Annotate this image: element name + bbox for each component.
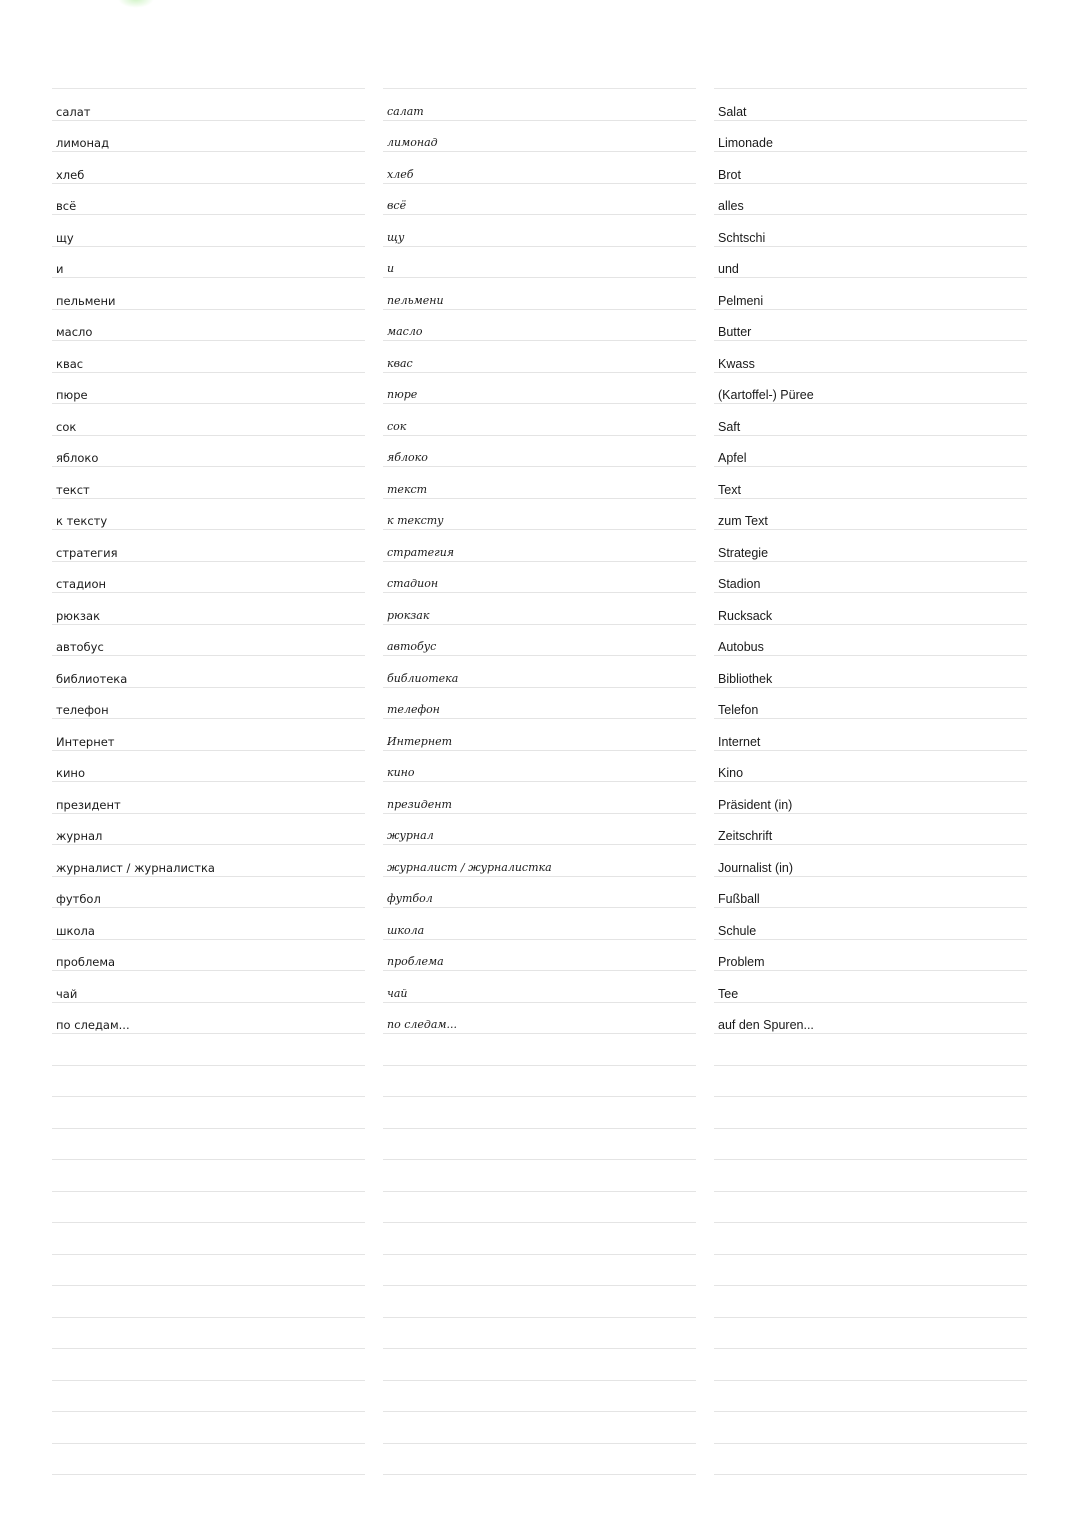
- russian-word: проблема: [56, 955, 116, 969]
- russian-word: квас: [56, 356, 84, 371]
- cursive-word: масло: [387, 325, 423, 338]
- russian-word: журналист / журналистка: [56, 860, 215, 875]
- russian-word: рюкзак: [56, 608, 101, 623]
- ruled-line: [52, 215, 365, 247]
- ruled-line: [714, 1034, 1027, 1066]
- ruled-line: [52, 341, 365, 373]
- ruled-line: [52, 152, 365, 184]
- german-word: Präsident (in): [718, 797, 793, 812]
- german-word: Kwass: [718, 356, 755, 371]
- cursive-word: к тексту: [387, 514, 444, 527]
- russian-word: футбол: [56, 892, 101, 906]
- ruled-line: [52, 247, 365, 279]
- ruled-line: [52, 782, 365, 814]
- ruled-line: [714, 436, 1027, 468]
- ruled-line: [714, 530, 1027, 562]
- cursive-word: стратегия: [387, 545, 455, 559]
- ruled-line: [383, 184, 696, 216]
- ruled-line: [52, 562, 365, 594]
- ruled-line: [714, 1129, 1027, 1161]
- russian-word: автобус: [56, 640, 104, 654]
- german-word: Pelmeni: [718, 293, 764, 308]
- ruled-line: [383, 373, 696, 405]
- cursive-word: проблема: [387, 955, 444, 968]
- russian-cursive-column: [383, 88, 696, 1475]
- ruled-line: [52, 467, 365, 499]
- ruled-line: [383, 1003, 696, 1035]
- cursive-word: автобус: [387, 640, 437, 653]
- ruled-line: [383, 593, 696, 625]
- ruled-line: [383, 278, 696, 310]
- german-word: Stadion: [718, 577, 761, 591]
- german-word: Brot: [718, 167, 741, 182]
- ruled-line: [714, 751, 1027, 783]
- russian-word: сок: [56, 419, 77, 434]
- german-word: auf den Spuren...: [718, 1018, 814, 1032]
- ruled-line: [383, 530, 696, 562]
- ruled-line: [383, 625, 696, 657]
- ruled-line: [383, 1318, 696, 1350]
- corner-mark: [118, 0, 154, 8]
- ruled-line: [383, 1160, 696, 1192]
- ruled-line: [714, 1255, 1027, 1287]
- russian-word: хлеб: [56, 167, 85, 182]
- ruled-line: [714, 719, 1027, 751]
- ruled-line: [714, 1003, 1027, 1035]
- german-word: Text: [718, 482, 741, 497]
- ruled-line: [52, 1160, 365, 1192]
- russian-word: и: [56, 262, 64, 276]
- ruled-line: [383, 845, 696, 877]
- russian-word: библиотека: [56, 671, 128, 686]
- cursive-word: пельмени: [387, 293, 444, 307]
- russian-word: яблоко: [56, 451, 99, 465]
- cursive-word: футбол: [387, 892, 433, 905]
- ruled-line: [714, 278, 1027, 310]
- cursive-word: сок: [387, 419, 407, 433]
- ruled-line: [52, 1129, 365, 1161]
- russian-word: телефон: [56, 703, 109, 717]
- ruled-line: [52, 940, 365, 972]
- cursive-word: по следам...: [387, 1018, 458, 1031]
- cursive-word: чай: [387, 986, 408, 1000]
- russian-word: масло: [56, 325, 93, 339]
- ruled-line: [52, 688, 365, 720]
- ruled-line: [714, 1286, 1027, 1318]
- ruled-line: [383, 1349, 696, 1381]
- ruled-line: [52, 404, 365, 436]
- ruled-line: [383, 1034, 696, 1066]
- russian-word: текст: [56, 482, 90, 497]
- russian-word: пюре: [56, 388, 88, 402]
- german-word: Bibliothek: [718, 671, 773, 686]
- ruled-line: [714, 1318, 1027, 1350]
- ruled-line: [383, 341, 696, 373]
- german-word: Rucksack: [718, 608, 773, 623]
- ruled-line: [714, 1160, 1027, 1192]
- russian-word: чай: [56, 986, 78, 1001]
- ruled-line: [383, 121, 696, 153]
- ruled-line: [714, 593, 1027, 625]
- cursive-word: квас: [387, 356, 413, 370]
- cursive-word: школа: [387, 923, 425, 937]
- ruled-line: [52, 1066, 365, 1098]
- german-word: Autobus: [718, 640, 764, 654]
- german-word: Schule: [718, 923, 757, 938]
- ruled-line: [714, 373, 1027, 405]
- cursive-word: салат: [387, 104, 424, 118]
- ruled-line: [383, 562, 696, 594]
- ruled-line: [52, 1255, 365, 1287]
- german-word: Strategie: [718, 545, 769, 560]
- german-word: Internet: [718, 734, 761, 749]
- ruled-line: [52, 845, 365, 877]
- ruled-line: [714, 1349, 1027, 1381]
- ruled-line: [383, 877, 696, 909]
- ruled-line: [52, 1003, 365, 1035]
- cursive-word: текст: [387, 482, 428, 496]
- german-word: Apfel: [718, 451, 747, 465]
- ruled-line: [714, 341, 1027, 373]
- ruled-line: [52, 530, 365, 562]
- ruled-line: [383, 152, 696, 184]
- russian-word: по следам...: [56, 1018, 130, 1032]
- ruled-line: [383, 719, 696, 751]
- ruled-line: [52, 436, 365, 468]
- ruled-line: [714, 1381, 1027, 1413]
- ruled-line: [52, 499, 365, 531]
- russian-word: всё: [56, 199, 77, 213]
- cursive-word: рюкзак: [387, 608, 430, 622]
- ruled-line: [383, 499, 696, 531]
- ruled-line: [383, 89, 696, 121]
- russian-word: журнал: [56, 829, 103, 843]
- ruled-line: [383, 1255, 696, 1287]
- german-word: Saft: [718, 419, 741, 434]
- ruled-line: [383, 1097, 696, 1129]
- ruled-line: [383, 215, 696, 247]
- ruled-line: [714, 1444, 1027, 1476]
- russian-word: президент: [56, 797, 121, 812]
- ruled-line: [52, 310, 365, 342]
- german-word: Salat: [718, 104, 747, 119]
- german-word: Schtschi: [718, 230, 766, 245]
- ruled-line: [52, 971, 365, 1003]
- ruled-line: [52, 1318, 365, 1350]
- ruled-line: [52, 1097, 365, 1129]
- cursive-word: президент: [387, 797, 452, 811]
- ruled-line: [52, 814, 365, 846]
- russian-word: школа: [56, 923, 95, 938]
- cursive-word: стадион: [387, 577, 439, 590]
- ruled-line: [52, 184, 365, 216]
- ruled-line: [52, 1381, 365, 1413]
- ruled-line: [52, 1349, 365, 1381]
- russian-word: стратегия: [56, 545, 118, 560]
- ruled-line: [383, 436, 696, 468]
- cursive-word: журналист / журналистка: [387, 860, 552, 874]
- russian-word: щу: [56, 230, 74, 245]
- cursive-word: пюре: [387, 388, 418, 401]
- ruled-line: [52, 121, 365, 153]
- cursive-word: кино: [387, 766, 415, 779]
- ruled-line: [52, 1412, 365, 1444]
- ruled-line: [383, 1129, 696, 1161]
- ruled-line: [52, 1286, 365, 1318]
- ruled-line: [52, 1223, 365, 1255]
- ruled-line: [714, 1097, 1027, 1129]
- ruled-line: [714, 814, 1027, 846]
- ruled-line: [383, 1192, 696, 1224]
- ruled-line: [52, 1192, 365, 1224]
- ruled-line: [714, 1192, 1027, 1224]
- ruled-line: [52, 278, 365, 310]
- ruled-line: [714, 310, 1027, 342]
- ruled-line: [52, 877, 365, 909]
- ruled-line: [52, 656, 365, 688]
- german-word: und: [718, 262, 739, 276]
- ruled-line: [714, 152, 1027, 184]
- ruled-line: [383, 1066, 696, 1098]
- ruled-line: [714, 215, 1027, 247]
- ruled-line: [714, 121, 1027, 153]
- ruled-line: [714, 499, 1027, 531]
- ruled-line: [383, 1444, 696, 1476]
- cursive-word: всё: [387, 199, 407, 212]
- ruled-line: [52, 373, 365, 405]
- ruled-line: [714, 89, 1027, 121]
- cursive-word: библиотека: [387, 671, 459, 685]
- russian-word: лимонад: [56, 136, 110, 150]
- ruled-line: [714, 971, 1027, 1003]
- russian-word: салат: [56, 104, 91, 119]
- cursive-word: яблоко: [387, 451, 428, 464]
- ruled-line: [714, 1066, 1027, 1098]
- ruled-line: [714, 940, 1027, 972]
- german-word: (Kartoffel-) Püree: [718, 388, 814, 402]
- cursive-word: хлеб: [387, 167, 414, 181]
- ruled-line: [383, 404, 696, 436]
- german-word: alles: [718, 199, 744, 213]
- ruled-line: [714, 877, 1027, 909]
- ruled-line: [383, 1286, 696, 1318]
- ruled-line: [383, 688, 696, 720]
- ruled-line: [714, 467, 1027, 499]
- ruled-line: [52, 89, 365, 121]
- ruled-line: [383, 814, 696, 846]
- ruled-line: [714, 656, 1027, 688]
- german-column: [714, 88, 1027, 1475]
- ruled-line: [714, 1223, 1027, 1255]
- ruled-line: [714, 184, 1027, 216]
- ruled-line: [383, 467, 696, 499]
- cursive-word: щу: [387, 230, 405, 244]
- russian-word: стадион: [56, 577, 107, 591]
- ruled-line: [383, 971, 696, 1003]
- ruled-line: [714, 1412, 1027, 1444]
- german-word: Telefon: [718, 703, 759, 717]
- ruled-line: [383, 1223, 696, 1255]
- german-word: Zeitschrift: [718, 829, 773, 843]
- ruled-line: [383, 656, 696, 688]
- german-word: Kino: [718, 766, 744, 780]
- ruled-line: [383, 1412, 696, 1444]
- russian-word: кино: [56, 766, 85, 780]
- cursive-word: и: [387, 262, 395, 275]
- ruled-line: [383, 1381, 696, 1413]
- ruled-line: [52, 751, 365, 783]
- cursive-word: Интернет: [387, 734, 453, 748]
- ruled-line: [383, 940, 696, 972]
- ruled-line: [383, 908, 696, 940]
- ruled-line: [383, 310, 696, 342]
- ruled-line: [714, 845, 1027, 877]
- ruled-line: [383, 782, 696, 814]
- ruled-line: [52, 593, 365, 625]
- cursive-word: телефон: [387, 703, 440, 716]
- german-word: Butter: [718, 325, 752, 339]
- german-word: Fußball: [718, 892, 760, 906]
- ruled-line: [714, 688, 1027, 720]
- german-word: Journalist (in): [718, 860, 794, 875]
- ruled-line: [52, 1034, 365, 1066]
- ruled-line: [714, 404, 1027, 436]
- ruled-line: [52, 1444, 365, 1476]
- russian-word: пельмени: [56, 293, 116, 308]
- ruled-line: [714, 247, 1027, 279]
- ruled-line: [714, 782, 1027, 814]
- ruled-line: [52, 719, 365, 751]
- russian-word: Интернет: [56, 734, 115, 749]
- cursive-word: журнал: [387, 829, 434, 842]
- ruled-line: [52, 625, 365, 657]
- cursive-word: лимонад: [387, 136, 438, 149]
- german-word: Limonade: [718, 136, 773, 150]
- russian-word: к тексту: [56, 514, 108, 528]
- german-word: Tee: [718, 986, 739, 1001]
- ruled-line: [383, 751, 696, 783]
- ruled-line: [714, 908, 1027, 940]
- ruled-line: [714, 625, 1027, 657]
- ruled-line: [52, 908, 365, 940]
- german-word: Problem: [718, 955, 765, 969]
- ruled-line: [383, 247, 696, 279]
- ruled-line: [714, 562, 1027, 594]
- russian-column: [52, 88, 365, 1475]
- german-word: zum Text: [718, 514, 768, 528]
